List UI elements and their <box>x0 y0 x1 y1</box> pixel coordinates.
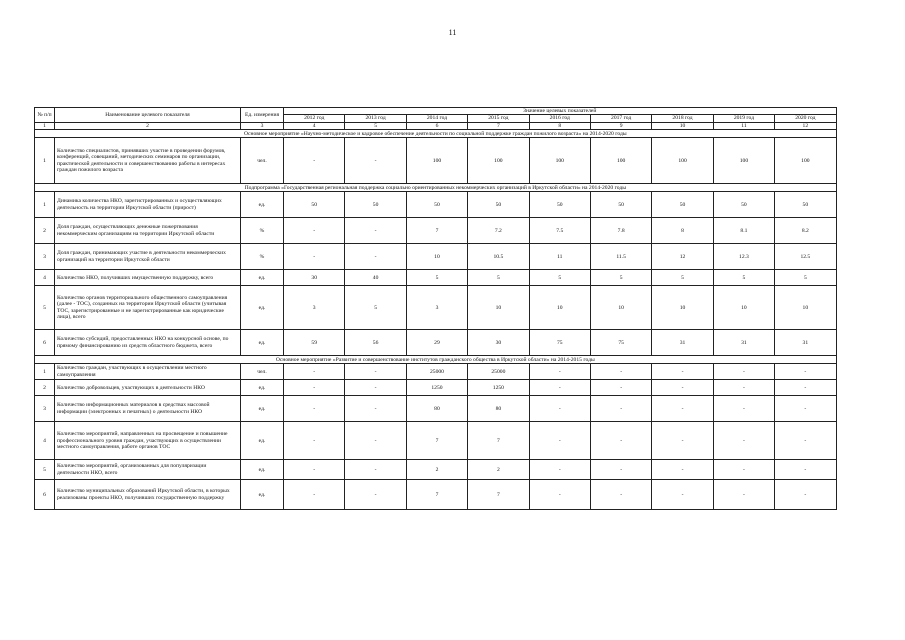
value-cell: 10 <box>468 286 529 330</box>
value-cell: 10 <box>713 286 774 330</box>
value-cell: 12.3 <box>713 244 774 270</box>
value-cell: 31 <box>652 330 713 356</box>
value-cell: 5 <box>345 286 406 330</box>
value-cell: - <box>590 422 651 460</box>
value-cell: - <box>345 244 406 270</box>
column-number: 2 <box>55 122 241 129</box>
indicator-name: Количество мероприятий, направленных на просвещение и повышение профессионального уровня граждан, участвующих в осуществлении местного самоуправления, работе органов ТОС <box>55 422 241 460</box>
indicator-name: Доля граждан, осуществляющих денежные пожертвования некоммерческим организациям на территории Иркутской области <box>55 218 241 244</box>
value-cell: 10.5 <box>468 244 529 270</box>
value-cell: 100 <box>406 138 467 184</box>
row-number: 1 <box>35 138 55 184</box>
section-title: Основное мероприятие «Развитие и совершенствование институтов гражданского общества в Иркутской области» на 2014-2015 годы <box>35 356 837 364</box>
value-cell: 5 <box>468 270 529 286</box>
row-number: 4 <box>35 422 55 460</box>
value-cell: 10 <box>775 286 836 330</box>
row-number: 5 <box>35 286 55 330</box>
table-body <box>35 130 837 510</box>
value-cell: - <box>529 480 590 510</box>
value-cell: - <box>529 460 590 480</box>
column-number: 10 <box>652 122 713 129</box>
section-row <box>35 184 837 192</box>
value-cell: 5 <box>590 270 651 286</box>
value-cell: 7.8 <box>590 218 651 244</box>
table-row <box>35 218 837 244</box>
value-cell: 100 <box>652 138 713 184</box>
value-cell: - <box>775 480 836 510</box>
value-cell: - <box>775 396 836 422</box>
row-number: 3 <box>35 396 55 422</box>
value-cell: 59 <box>284 330 345 356</box>
value-cell: 80 <box>468 396 529 422</box>
value-cell: - <box>345 480 406 510</box>
value-cell: - <box>652 422 713 460</box>
value-cell: 31 <box>775 330 836 356</box>
table-row <box>35 244 837 270</box>
value-cell: - <box>284 422 345 460</box>
value-cell: 75 <box>590 330 651 356</box>
value-cell: 12 <box>652 244 713 270</box>
value-cell: 25000 <box>468 364 529 380</box>
value-cell: 11 <box>529 244 590 270</box>
value-cell: 5 <box>775 270 836 286</box>
value-cell: 7 <box>406 218 467 244</box>
unit-cell: % <box>241 244 284 270</box>
header-values-group: Значение целевых показателей <box>284 108 837 115</box>
header-year: 2012 год <box>284 115 345 122</box>
value-cell: 40 <box>345 270 406 286</box>
value-cell: 100 <box>775 138 836 184</box>
value-cell: 10 <box>406 244 467 270</box>
value-cell: 5 <box>652 270 713 286</box>
value-cell: 11.5 <box>590 244 651 270</box>
unit-cell: ед. <box>241 396 284 422</box>
unit-cell: ед. <box>241 380 284 396</box>
table-row <box>35 138 837 184</box>
indicator-name: Количество муниципальных образований Иркутской области, в которых реализованы проекты НКО, получивших государственную поддержку <box>55 480 241 510</box>
table-row <box>35 330 837 356</box>
value-cell: 50 <box>713 192 774 218</box>
value-cell: 7.5 <box>529 218 590 244</box>
value-cell: 2 <box>468 460 529 480</box>
value-cell: - <box>284 218 345 244</box>
value-cell: - <box>652 364 713 380</box>
header-year: 2014 год <box>406 115 467 122</box>
value-cell: - <box>590 396 651 422</box>
value-cell: - <box>284 380 345 396</box>
value-cell: - <box>529 380 590 396</box>
indicator-name: Доля граждан, принимающих участие в деятельности некоммерческих организаций на территории Иркутской области <box>55 244 241 270</box>
section-row <box>35 130 837 138</box>
value-cell: 50 <box>529 192 590 218</box>
header-year: 2017 год <box>590 115 651 122</box>
value-cell: 80 <box>406 396 467 422</box>
unit-cell: ед. <box>241 270 284 286</box>
value-cell: 7 <box>406 480 467 510</box>
value-cell: - <box>713 480 774 510</box>
value-cell: 75 <box>529 330 590 356</box>
value-cell: - <box>775 364 836 380</box>
value-cell: - <box>284 244 345 270</box>
value-cell: - <box>284 460 345 480</box>
value-cell: - <box>713 380 774 396</box>
value-cell: - <box>345 396 406 422</box>
column-number: 6 <box>406 122 467 129</box>
indicator-name: Количество органов территориального общественного самоуправления (далее - ТОС), созданных на территории Иркутской области (учитывая ТОС, зарегистрированные и не зарегистрированные как юридические лица), всего <box>55 286 241 330</box>
column-number: 1 <box>35 122 55 129</box>
table-row <box>35 270 837 286</box>
indicator-name: Количество НКО, получивших имущественную поддержку, всего <box>55 270 241 286</box>
value-cell: 25000 <box>406 364 467 380</box>
value-cell: - <box>713 460 774 480</box>
value-cell: - <box>590 480 651 510</box>
unit-cell: % <box>241 218 284 244</box>
column-number: 3 <box>241 122 284 129</box>
value-cell: 30 <box>468 330 529 356</box>
row-number: 4 <box>35 270 55 286</box>
value-cell: 1250 <box>406 380 467 396</box>
value-cell: 10 <box>590 286 651 330</box>
column-number: 11 <box>713 122 774 129</box>
row-number: 2 <box>35 218 55 244</box>
header-year: 2018 год <box>652 115 713 122</box>
value-cell: 12.5 <box>775 244 836 270</box>
value-cell: 56 <box>345 330 406 356</box>
section-row <box>35 356 837 364</box>
value-cell: - <box>345 460 406 480</box>
value-cell: 8.1 <box>713 218 774 244</box>
indicator-name: Количество мероприятий, организованных для популяризации деятельности НКО, всего <box>55 460 241 480</box>
row-number: 6 <box>35 330 55 356</box>
value-cell: - <box>713 422 774 460</box>
value-cell: 7 <box>406 422 467 460</box>
value-cell: 10 <box>529 286 590 330</box>
value-cell: 100 <box>529 138 590 184</box>
column-numbers-row <box>35 122 837 129</box>
value-cell: 50 <box>284 192 345 218</box>
header-year: 2016 год <box>529 115 590 122</box>
table-row <box>35 192 837 218</box>
column-number: 7 <box>468 122 529 129</box>
table-row <box>35 480 837 510</box>
column-number: 4 <box>284 122 345 129</box>
value-cell: 5 <box>406 270 467 286</box>
unit-cell: ед. <box>241 480 284 510</box>
table-row <box>35 286 837 330</box>
value-cell: - <box>284 480 345 510</box>
row-number: 1 <box>35 364 55 380</box>
unit-cell: ед. <box>241 330 284 356</box>
value-cell: - <box>345 138 406 184</box>
table-row <box>35 460 837 480</box>
value-cell: 5 <box>529 270 590 286</box>
column-number: 12 <box>775 122 836 129</box>
value-cell: 3 <box>284 286 345 330</box>
value-cell: 10 <box>652 286 713 330</box>
indicator-name: Количество добровольцев, участвующих в деятельности НКО <box>55 380 241 396</box>
table-header <box>35 108 837 130</box>
header-name: Наименование целевого показателя <box>55 108 241 123</box>
value-cell: - <box>713 396 774 422</box>
header-num: № п/п <box>35 108 55 123</box>
value-cell: - <box>284 138 345 184</box>
header-year: 2013 год <box>345 115 406 122</box>
unit-cell: ед. <box>241 192 284 218</box>
table-row <box>35 396 837 422</box>
column-number: 9 <box>590 122 651 129</box>
value-cell: - <box>284 396 345 422</box>
section-title: Подпрограмма «Государственная региональная поддержка социально ориентированных некоммерческих организаций в Иркутской области» на 2014-2020 годы <box>35 184 837 192</box>
value-cell: 100 <box>713 138 774 184</box>
indicator-name: Динамика количества НКО, зарегистрированных и осуществляющих деятельность на территории Иркутской области (прирост) <box>55 192 241 218</box>
value-cell: 8.2 <box>775 218 836 244</box>
value-cell: 31 <box>713 330 774 356</box>
value-cell: - <box>345 218 406 244</box>
column-number: 5 <box>345 122 406 129</box>
unit-cell: ед. <box>241 460 284 480</box>
value-cell: - <box>590 380 651 396</box>
value-cell: 7 <box>468 480 529 510</box>
value-cell: 30 <box>284 270 345 286</box>
value-cell: - <box>775 422 836 460</box>
value-cell: - <box>652 480 713 510</box>
value-cell: 8 <box>652 218 713 244</box>
value-cell: - <box>775 460 836 480</box>
indicator-name: Количество граждан, участвующих в осуществлении местного самоуправления <box>55 364 241 380</box>
value-cell: - <box>529 364 590 380</box>
page-number: 11 <box>448 28 457 37</box>
indicators-table <box>34 107 837 510</box>
value-cell: 29 <box>406 330 467 356</box>
value-cell: 3 <box>406 286 467 330</box>
row-number: 6 <box>35 480 55 510</box>
indicator-name: Количество специалистов, принявших участие в проведении форумов, конференций, совещаний, методических семинаров по организации, практической деятельности и совершенствованию работы в интересах граждан пожилого возраста <box>55 138 241 184</box>
column-number: 8 <box>529 122 590 129</box>
value-cell: - <box>345 422 406 460</box>
value-cell: - <box>345 364 406 380</box>
table-row <box>35 364 837 380</box>
value-cell: 7 <box>468 422 529 460</box>
table-row <box>35 422 837 460</box>
value-cell: - <box>775 380 836 396</box>
value-cell: - <box>345 380 406 396</box>
value-cell: - <box>529 396 590 422</box>
value-cell: - <box>713 364 774 380</box>
header-unit: Ед. измерения <box>241 108 284 123</box>
value-cell: 100 <box>590 138 651 184</box>
header-year: 2019 год <box>713 115 774 122</box>
value-cell: 50 <box>775 192 836 218</box>
value-cell: 50 <box>345 192 406 218</box>
value-cell: - <box>652 396 713 422</box>
value-cell: 7.2 <box>468 218 529 244</box>
section-title: Основное мероприятие «Научно-методическое и кадровое обеспечение деятельности по социальной поддержке граждан пожилого возраста» на 2014-2020 годы <box>35 130 837 138</box>
indicator-name: Количество субсидий, предоставленных НКО на конкурсной основе, по прямому финансированию из средств областного бюджета, всего <box>55 330 241 356</box>
unit-cell: ед. <box>241 286 284 330</box>
value-cell: - <box>590 364 651 380</box>
value-cell: 1250 <box>468 380 529 396</box>
row-number: 3 <box>35 244 55 270</box>
row-number: 1 <box>35 192 55 218</box>
header-year: 2015 год <box>468 115 529 122</box>
value-cell: - <box>652 460 713 480</box>
value-cell: 50 <box>406 192 467 218</box>
unit-cell: чел. <box>241 138 284 184</box>
unit-cell: ед. <box>241 422 284 460</box>
value-cell: 50 <box>652 192 713 218</box>
unit-cell: чел. <box>241 364 284 380</box>
value-cell: 50 <box>590 192 651 218</box>
value-cell: 50 <box>468 192 529 218</box>
row-number: 2 <box>35 380 55 396</box>
value-cell: - <box>652 380 713 396</box>
indicator-name: Количество информационных материалов в средствах массовой информации (электронных и печатных) о деятельности НКО <box>55 396 241 422</box>
header-year: 2020 год <box>775 115 836 122</box>
value-cell: 100 <box>468 138 529 184</box>
row-number: 5 <box>35 460 55 480</box>
value-cell: - <box>590 460 651 480</box>
value-cell: - <box>284 364 345 380</box>
table-row <box>35 380 837 396</box>
value-cell: 5 <box>713 270 774 286</box>
value-cell: - <box>529 422 590 460</box>
value-cell: 2 <box>406 460 467 480</box>
